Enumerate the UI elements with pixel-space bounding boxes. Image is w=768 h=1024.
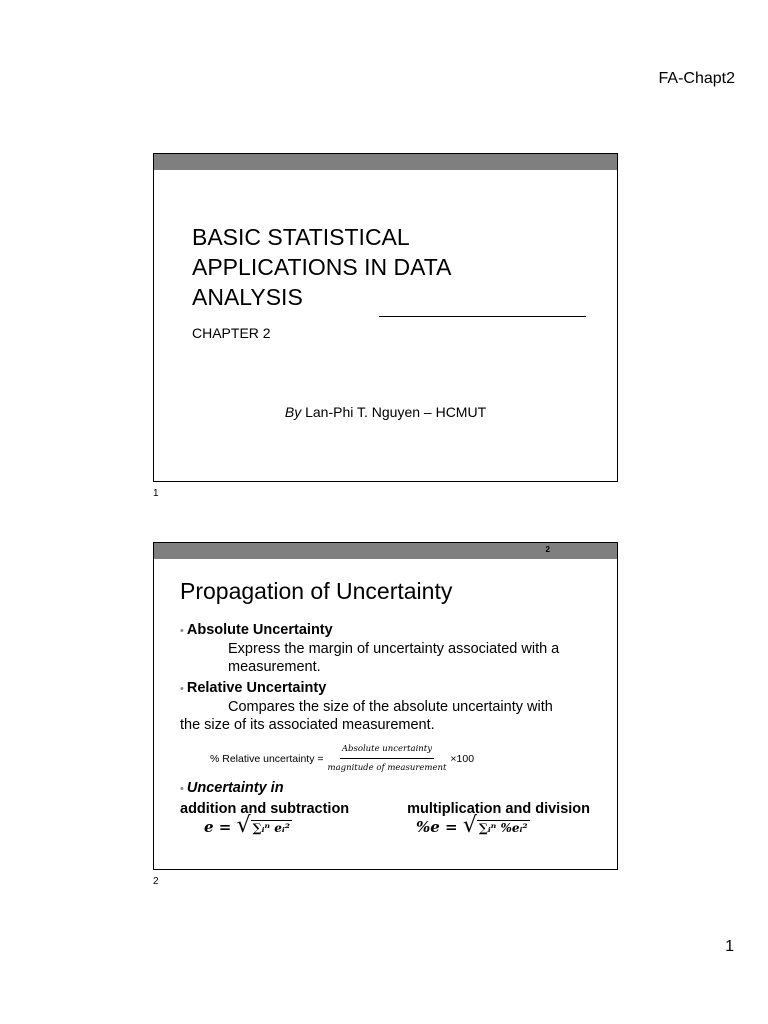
formula-numerator: Absolute uncertainty — [340, 740, 434, 759]
bullet-icon: • — [180, 625, 184, 637]
addition-equation-lhs: e = — [204, 818, 232, 836]
author-line — [154, 404, 617, 420]
list-item — [180, 621, 600, 640]
relative-uncertainty-heading: Relative Uncertainty — [186, 680, 327, 696]
document-title: FA-Chapt2 — [658, 70, 735, 87]
addition-equation — [204, 813, 292, 838]
addition-subtraction-label: addition and subtraction — [180, 801, 350, 817]
relative-uncertainty-formula — [210, 740, 600, 777]
slide-bar-number: 2 — [545, 545, 550, 554]
title-divider — [379, 316, 586, 317]
multiplication-equation-lhs: %e = — [416, 818, 458, 836]
relative-uncertainty-text: Compares the size of the absolute uncertainty with — [228, 699, 553, 715]
sqrt-icon: √ — [462, 813, 477, 838]
title-line: BASIC STATISTICAL — [192, 224, 410, 250]
uncertainty-in-heading: Uncertainty in — [186, 780, 284, 796]
title-line: ANALYSIS — [192, 284, 303, 310]
sqrt-icon: √ — [236, 813, 251, 838]
relative-uncertainty-text-cont: the size of its associated measurement. — [180, 717, 435, 733]
slide-title-bar — [154, 154, 617, 170]
bullet-icon: • — [180, 783, 184, 795]
slide-1-title — [192, 222, 572, 312]
formula-denominator: magnitude of measurement — [327, 763, 447, 773]
by-label: By — [284, 404, 302, 420]
author-name: Lan-Phi T. Nguyen – HCMUT — [305, 404, 487, 420]
formula-multiplier: ×100 — [450, 752, 475, 765]
list-item — [180, 679, 600, 698]
slide-2-body — [180, 621, 600, 818]
title-line: APPLICATIONS IN DATA — [192, 254, 452, 280]
multiplication-equation — [416, 813, 530, 838]
page-number: 1 — [725, 938, 734, 955]
addition-equation-rhs: ∑ᵢⁿ eᵢ² — [252, 821, 290, 835]
absolute-uncertainty-text: Express the margin of uncertainty associated with a measurement. — [228, 641, 560, 675]
slide-2-title: Propagation of Uncertainty — [180, 578, 453, 604]
bullet-icon: • — [180, 683, 184, 695]
chapter-label: CHAPTER 2 — [192, 325, 271, 341]
multiplication-division-label: multiplication and division — [407, 801, 590, 817]
list-item — [180, 779, 600, 798]
slide-2-number: 2 — [153, 876, 159, 887]
formula-fraction — [326, 740, 449, 777]
formula-lhs: % Relative uncertainty = — [210, 752, 324, 765]
slide-1 — [153, 153, 618, 482]
multiplication-equation-rhs: ∑ᵢⁿ %eᵢ² — [478, 821, 528, 835]
absolute-uncertainty-heading: Absolute Uncertainty — [186, 622, 333, 638]
slide-1-number: 1 — [153, 488, 159, 499]
slide-2 — [153, 542, 618, 870]
slide-title-bar — [154, 543, 617, 559]
